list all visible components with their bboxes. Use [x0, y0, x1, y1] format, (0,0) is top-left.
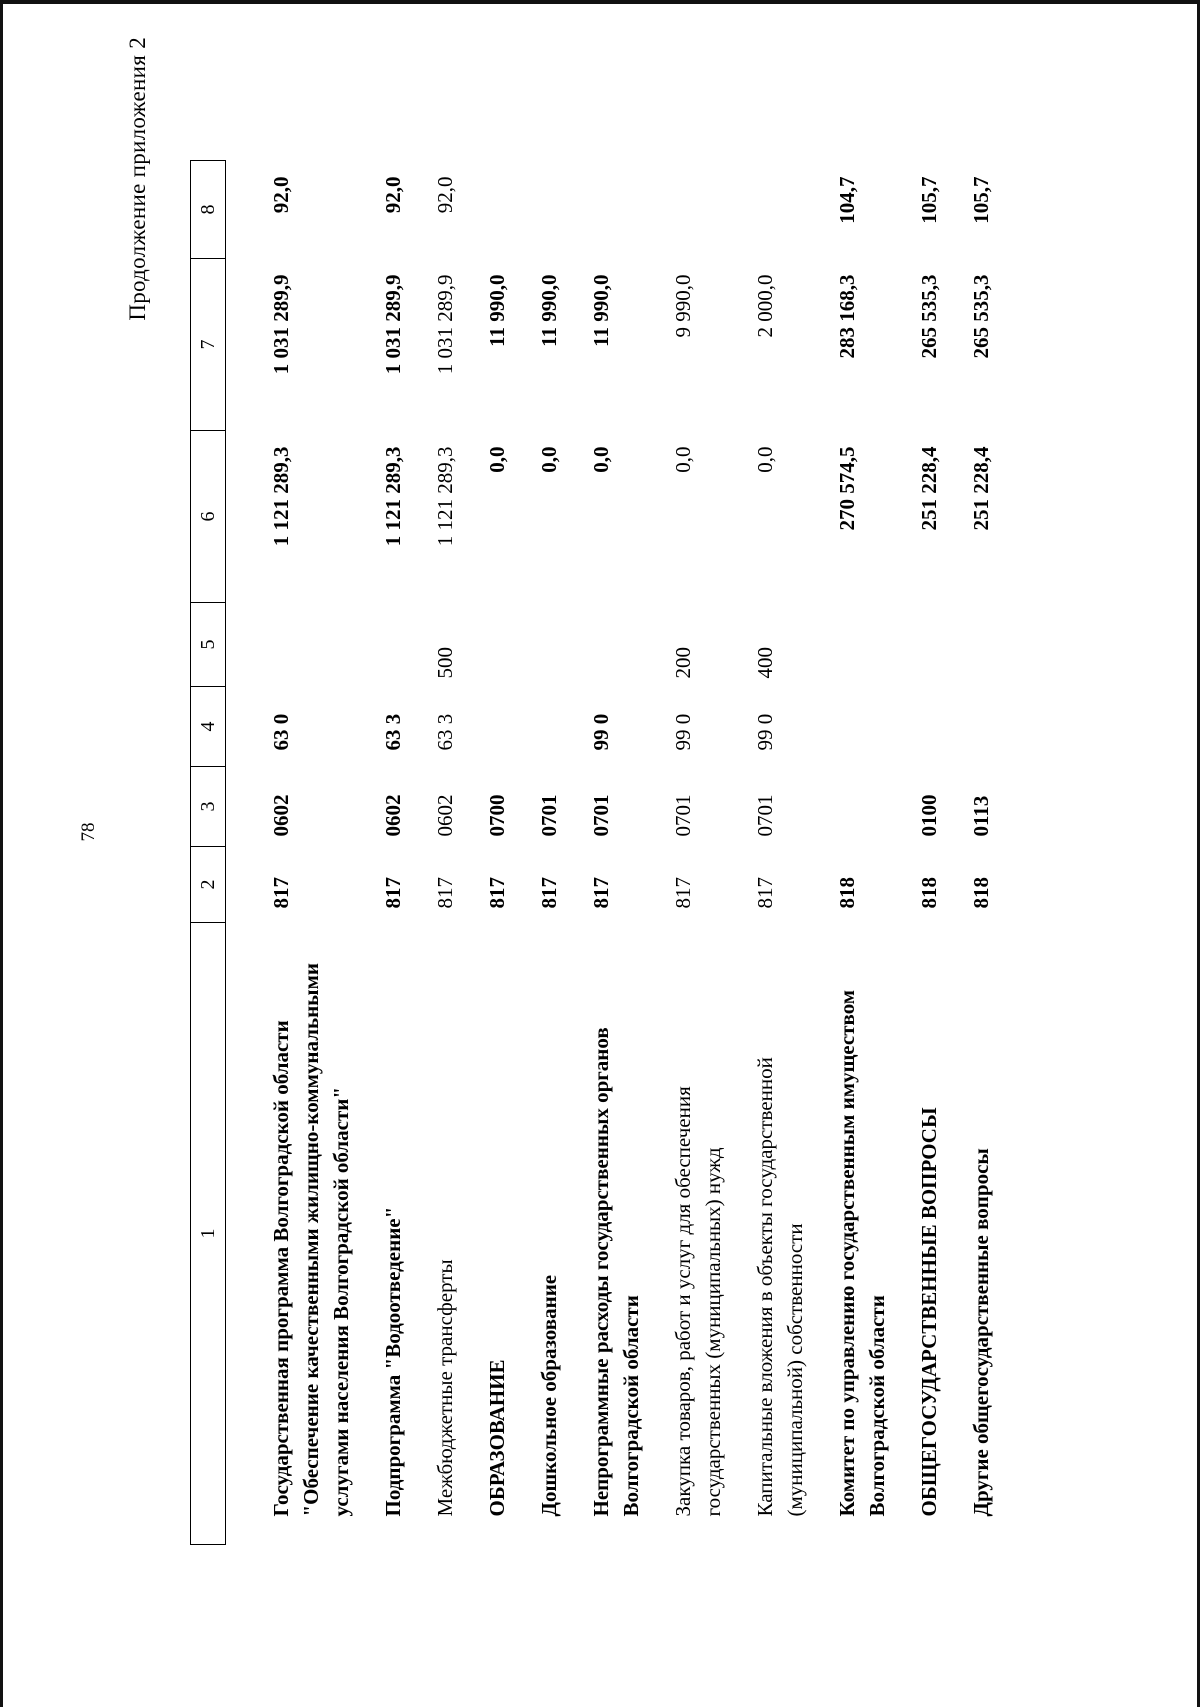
budget-table [190, 160, 996, 1545]
section-code-cell: 0113 [969, 795, 993, 837]
executed-amount-cell: 11 990,0 [485, 274, 509, 347]
executed-amount-cell: 11 990,0 [537, 274, 561, 347]
executed-amount-cell: 283 168,3 [835, 274, 859, 359]
execution-percent-cell [728, 161, 810, 259]
table-header-row [191, 161, 226, 1545]
executed-amount-cell: 1 031 289,9 [433, 274, 457, 375]
section-code-cell: 0700 [485, 794, 509, 837]
execution-percent-cell: 92,0 [381, 176, 405, 214]
execution-percent-cell: 105,7 [969, 176, 993, 224]
table-row [646, 161, 728, 1545]
expense-type-cell [226, 603, 357, 687]
ministry-code-cell: 817 [433, 877, 457, 909]
target-item-cell: 63 0 [269, 713, 293, 751]
executed-amount-cell: 1 031 289,9 [269, 274, 293, 375]
row-name-cell: Капитальные вложения в объекты государственной (муниципальной) собственности [753, 1057, 807, 1517]
section-code-cell: 0602 [433, 794, 457, 837]
appendix-continuation-label: Продолжение приложения 2 [125, 37, 150, 321]
section-code-cell [810, 767, 892, 847]
table-row [226, 161, 357, 1545]
approved-amount-cell: 0,0 [537, 446, 561, 473]
target-item-cell: 63 3 [381, 713, 405, 751]
column-header: 1 [191, 923, 226, 1545]
column-header: 6 [191, 431, 226, 603]
approved-amount-cell: 251 228,4 [917, 446, 941, 531]
section-code-cell: 0701 [753, 794, 777, 837]
target-item-cell: 63 3 [433, 713, 457, 751]
expense-type-cell [460, 603, 512, 687]
target-item-cell [892, 687, 944, 767]
section-code-cell: 0701 [537, 794, 561, 837]
approved-amount-cell: 0,0 [589, 446, 613, 473]
ministry-code-cell: 817 [381, 877, 405, 909]
execution-percent-cell: 104,7 [835, 176, 859, 224]
expense-type-cell: 400 [753, 647, 777, 679]
row-name-cell: Подпрограмма "Водоотведение" [381, 1206, 405, 1517]
approved-amount-cell: 1 121 289,3 [269, 446, 293, 547]
table-row [408, 161, 460, 1545]
approved-amount-cell: 251 228,4 [969, 446, 993, 531]
executed-amount-cell: 2 000,0 [753, 274, 777, 338]
row-name-cell: ОБРАЗОВАНИЕ [485, 1359, 509, 1517]
ministry-code-cell: 817 [269, 877, 293, 909]
column-header: 5 [191, 603, 226, 687]
column-header: 4 [191, 687, 226, 767]
target-item-cell: 99 0 [589, 713, 613, 751]
target-item-cell [460, 687, 512, 767]
table-row [564, 161, 646, 1545]
execution-percent-cell [646, 161, 728, 259]
execution-percent-cell [512, 161, 564, 259]
table-row [810, 161, 892, 1545]
table-body [226, 161, 997, 1545]
expense-type-cell [564, 603, 646, 687]
row-name-cell: Межбюджетные трансферты [433, 1259, 457, 1517]
execution-percent-cell [564, 161, 646, 259]
section-code-cell: 0602 [269, 794, 293, 837]
executed-amount-cell: 9 990,0 [671, 274, 695, 338]
section-code-cell: 0100 [917, 794, 941, 837]
table-row [944, 161, 996, 1545]
column-header: 7 [191, 259, 226, 431]
table-row [356, 161, 408, 1545]
executed-amount-cell: 265 535,3 [917, 274, 941, 359]
table-row [460, 161, 512, 1545]
approved-amount-cell: 0,0 [753, 446, 777, 473]
approved-amount-cell: 1 121 289,3 [433, 446, 457, 547]
row-name-cell: Государственная программа Волгоградской области "Обеспечение качественными жилищно-коммунальными услугами населения Волгоградской области" [269, 963, 353, 1517]
target-item-cell [810, 687, 892, 767]
column-header: 2 [191, 847, 226, 923]
ministry-code-cell: 818 [969, 877, 993, 909]
executed-amount-cell: 1 031 289,9 [381, 274, 405, 375]
expense-type-cell [944, 603, 996, 687]
expense-type-cell [356, 603, 408, 687]
row-name-cell: ОБЩЕГОСУДАРСТВЕННЫЕ ВОПРОСЫ [917, 1107, 941, 1517]
approved-amount-cell: 0,0 [671, 446, 695, 473]
approved-amount-cell: 1 121 289,3 [381, 446, 405, 547]
row-name-cell: Другие общегосударственные вопросы [969, 1148, 993, 1517]
expense-type-cell [810, 603, 892, 687]
row-name-cell: Дошкольное образование [537, 1274, 561, 1517]
expense-type-cell: 200 [671, 647, 695, 679]
executed-amount-cell: 265 535,3 [969, 274, 993, 359]
expense-type-cell [892, 603, 944, 687]
ministry-code-cell: 818 [917, 877, 941, 909]
approved-amount-cell: 270 574,5 [835, 446, 859, 531]
table-row [512, 161, 564, 1545]
expense-type-cell: 500 [433, 647, 457, 679]
execution-percent-cell: 105,7 [917, 176, 941, 224]
ministry-code-cell: 818 [835, 877, 859, 909]
row-name-cell: Закупка товаров, работ и услуг для обеспечения государственных (муниципальных) нужд [671, 1086, 725, 1517]
executed-amount-cell: 11 990,0 [589, 274, 613, 347]
target-item-cell: 99 0 [671, 713, 695, 751]
approved-amount-cell: 0,0 [485, 446, 509, 473]
execution-percent-cell: 92,0 [433, 176, 457, 214]
execution-percent-cell: 92,0 [269, 176, 293, 214]
column-header: 3 [191, 767, 226, 847]
section-code-cell: 0602 [381, 794, 405, 837]
target-item-cell: 99 0 [753, 713, 777, 751]
table-row [728, 161, 810, 1545]
row-name-cell: Комитет по управлению государственным имуществом Волгоградской области [835, 989, 889, 1517]
ministry-code-cell: 817 [485, 877, 509, 909]
section-code-cell: 0701 [589, 794, 613, 837]
row-name-cell: Непрограммные расходы государственных органов Волгоградской области [589, 1027, 643, 1517]
target-item-cell [944, 687, 996, 767]
target-item-cell [512, 687, 564, 767]
ministry-code-cell: 817 [671, 877, 695, 909]
table-row [892, 161, 944, 1545]
page-number: 78 [78, 822, 99, 842]
ministry-code-cell: 817 [753, 877, 777, 909]
ministry-code-cell: 817 [589, 877, 613, 909]
column-header: 8 [191, 161, 226, 259]
expense-type-cell [512, 603, 564, 687]
execution-percent-cell [460, 161, 512, 259]
section-code-cell: 0701 [671, 794, 695, 837]
ministry-code-cell: 817 [537, 877, 561, 909]
